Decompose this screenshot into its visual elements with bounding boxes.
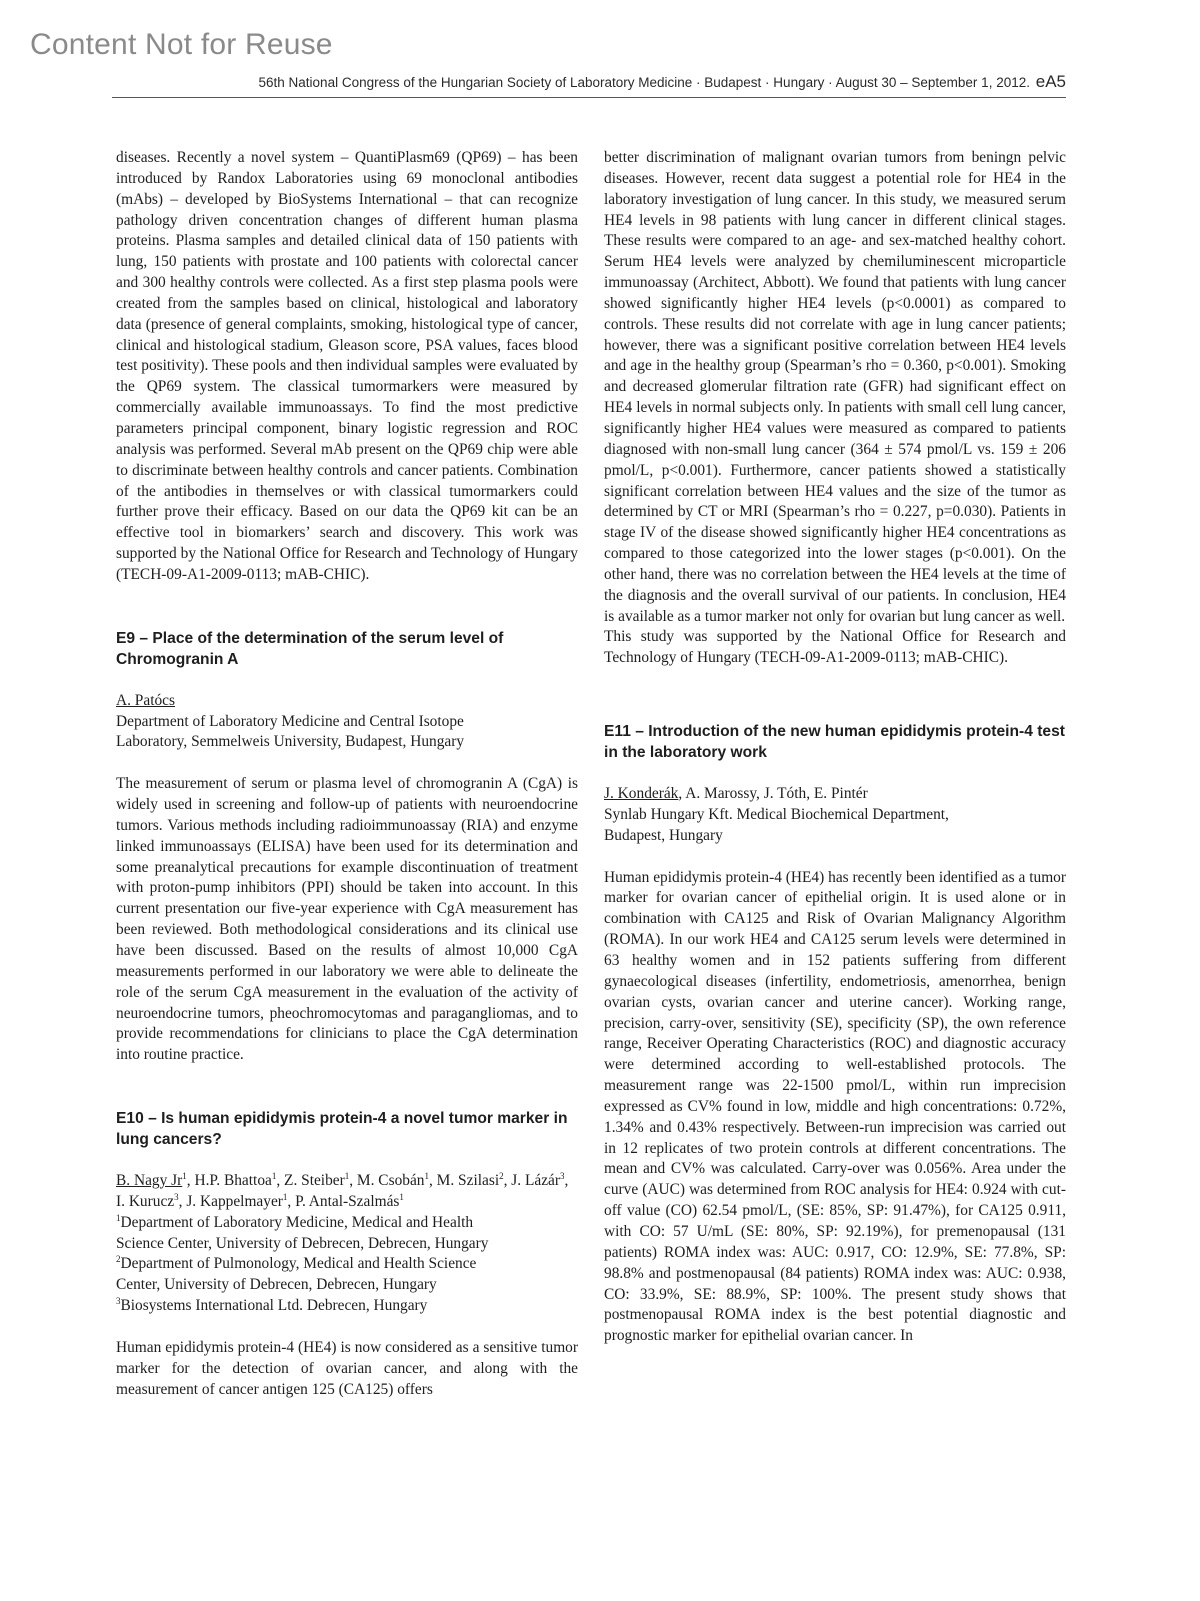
sup: 1 xyxy=(182,1170,187,1181)
sup: 2 xyxy=(116,1254,121,1265)
sup: 1 xyxy=(399,1191,404,1202)
e10-affiliation-1b: Science Center, University of Debrecen, Debrecen, Hungary xyxy=(116,1234,489,1252)
running-header xyxy=(112,72,1066,98)
page-number: eA5 xyxy=(1035,72,1066,91)
e11-affiliation-1: Synlab Hungary Kft. Medical Biochemical Department, xyxy=(604,805,949,823)
affil-text: Department of Pulmonology, Medical and Health Science xyxy=(120,1255,477,1273)
e10-affiliation-1a xyxy=(116,1213,578,1234)
sup: 1 xyxy=(282,1191,288,1202)
author: , M. Csobán xyxy=(349,1172,425,1190)
sup: 1 xyxy=(116,1212,121,1223)
sup: 3 xyxy=(116,1296,121,1306)
e10-title: E10 – Is human epididymis protein-4 a novel tumor marker in lung cancers? xyxy=(116,1110,568,1149)
e9-authors xyxy=(116,691,578,712)
affil-text: Biosystems International Ltd. Debrecen, Hungary xyxy=(120,1297,428,1315)
e11-title: E11 – Introduction of the new human epididymis protein-4 test in the laboratory work xyxy=(604,723,1065,762)
e9-affiliation-1: Department of Laboratory Medicine and Central Isotope xyxy=(116,712,464,730)
author: , Z. Steiber xyxy=(276,1172,345,1190)
sup: 3 xyxy=(560,1170,565,1181)
author: , P. Antal-Szalmás xyxy=(287,1192,400,1210)
e10-affiliation-2b: Center, University of Debrecen, Debrecen, Hungary xyxy=(116,1276,437,1294)
e10-funding: This study was supported by the National Office for Research and Technology of Hungary (TECH-09-A1-2009-0113; mAB-CHIC). xyxy=(604,628,1066,667)
header-text: 56th National Congress of the Hungarian Society of Laboratory Medicine · Budapest · Hungary · August 30 – September 1, 2012. xyxy=(258,75,1030,90)
e10-body-start: Human epididymis protein-4 (HE4) is now considered as a sensitive tumor marker for the detection of ovarian cancer, and along with the measurement of cancer antigen 125 (CA125) offers xyxy=(116,1338,578,1398)
sup: 1 xyxy=(424,1170,429,1181)
e10-authors xyxy=(116,1171,578,1213)
author: , I. Kurucz xyxy=(116,1172,569,1210)
e11-authors xyxy=(604,784,1066,805)
author: , H.P. Bhattoa xyxy=(186,1172,272,1190)
e11-first-author: J. Konderák xyxy=(604,785,679,803)
e11-affiliation-2: Budapest, Hungary xyxy=(604,826,723,844)
e11-body: Human epididymis protein-4 (HE4) has recently been identified as a tumor marker for ovarian cancer of epithelial origin. It is used alone or in combination with CA125 and Risk of Ovarian Malignancy Algorithm (ROMA). In our work HE4 and CA125 serum levels were determined in 63 healthy women and in 152 patients suffering from different gynaecological diseases (infertility, endometriosis, amenorrhea, benign ovarian cysts, ovarian cancer and uterine cancer). Working range, precision, carry-over, sensitivity (SE), specificity (SP), the own reference range, Receiver Operating Characteristics (ROC) and diagnostic accuracy were determined according to well-established protocols. The measurement range was 22-1500 pmol/L, within run imprecision expressed as CV% found in low, middle and high concentrations: 0.72%, 1.34% and 0.43% respectively. Between-run imprecision was carried out in 12 replicates of two protein controls at different concentrations. The mean and CV% was calculated. Carry-over was 0.056%. Area under the curve (AUC) was determined from ROC analysis for HE4: 0.924 with cut-off value (CO) 62.54 pmol/L, (SE: 85%, SP: 91.47%), for CA125 0.911, with CO: 57 U/mL (SE: 80%, SP: 92.19%), for premenopausal (131 patients) ROMA index was: AUC: 0.917, CO: 12.9%, SE: 77.8%, SP: 98.8% and postmenopausal (84 patients) ROMA index was: AUC: 0.938, CO: 33.9%, SE: 88.9%, SP: 100%. The present study shows that postmenopausal ROMA index is the best potential diagnostic and prognostic marker for epithelial ovarian cancer. In xyxy=(604,868,1066,1345)
e10-body-continued: better discrimination of malignant ovarian tumors from beningn pelvic diseases. However, recent data suggest a potential role for HE4 in the laboratory investigation of lung cancer. In this study, we measured serum HE4 levels in 98 patients with lung cancer in different clinical stages. These results were compared to an age- and sex-matched healthy cohort. Serum HE4 levels were analyzed by chemiluminescent microparticle immunoassay (Architect, Abbott). We found that patients with lung cancer showed significantly higher HE4 levels (p<0.0001) as compared to controls. These results did not correlate with age in lung cancer patients; however, there was a significant positive correlation between HE4 levels and age in the healthy group (Spearman’s rho = 0.360, p<0.001). Smoking and decreased glomerular filtration rate (GFR) had significant effect on HE4 levels in normal subjects only. In patients with small cell lung cancer, significantly higher HE4 values were measured as compared to patients diagnosed with non-small lung cancer (364 ± 574 pmol/L vs. 159 ± 206 pmol/L, p<0.001). Furthermore, cancer patients showed a statistically significant correlation between HE4 values and the size of the tumor as determined by CT or MRI (Spearman’s rho = 0.227, p=0.030). Patients in stage IV of the disease showed significantly higher HE4 concentrations as compared to those categorized into the lower stages (p<0.001). On the other hand, there was no correlation between the HE4 levels at the time of the diagnosis and the overall survival of our patients. In conclusion, HE4 is available as a tumor marker not only for ovarian but lung cancer as well. xyxy=(604,149,1066,625)
watermark: Content Not for Reuse xyxy=(30,28,333,61)
sup: 2 xyxy=(499,1170,504,1181)
e9-affiliation-2: Laboratory, Semmelweis University, Budapest, Hungary xyxy=(116,733,465,751)
author: , J. Lázár xyxy=(503,1172,561,1190)
e9-title: E9 – Place of the determination of the serum level of Chromogranin A xyxy=(116,629,504,668)
e9-body: The measurement of serum or plasma level of chromogranin A (CgA) is widely used in screening and follow-up of patients with neuroendocrine tumors. Various methods including radioimmunoassay (RIA) and enzyme linked immunoassays (ELISA) have been used for its determination and some preanalytical precautions for example discontinuation of treatment with proton-pump inhibitors (PPI) should be taken into account. In this current presentation our five-year experience with CgA measurement has been reviewed. Both methodological considerations and its clinical use have been discussed. Based on the results of almost 10,000 CgA measurements performed in our laboratory we were able to delineate the role of the serum CgA measurement in the evaluation of the activity of neuroendocrine tumors, pheochromocytomas and paragangliomas, and to provide recommendations for clinicians to place the CgA determination into routine practice. xyxy=(116,775,578,1064)
sup: 3 xyxy=(174,1191,179,1202)
intro-paragraph: diseases. Recently a novel system – QuantiPlasm69 (QP69) – has been introduced by Randox Laboratories using 69 monoclonal antibodies (mAbs) – developed by BioSystems International – that can recognize pathology driven concentration changes of different human plasma proteins. Plasma samples and detailed clinical data of 150 patients with lung, 150 patients with prostate and 100 patients with colorectal cancer and 300 healthy controls were collected. As a first step plasma pools were created from the samples based on clinical, histological and laboratory data (presence of general complaints, smoking, histological type of cancer, clinical and histological stadium, Gleason score, PSA values, faces blood test positivity). These pools and then individual samples were evaluated by the QP69 system. The classical tumormarkers were measured by commercially available immunoassays. To find the most predictive parameters principal component, binary logistic regression and ROC analysis was performed. Several mAb present on the QP69 chip were able to discriminate between healthy controls and cancer patients. Combination of the antibodies in themselves or with classical tumormarkers could further prove their efficacy. Based on our data the QP69 kit can be an effective tool in biomarkers’ search and discovery. This work was supported by the National Office for Research and Technology of Hungary (TECH-09-A1-2009-0113; mAB-CHIC). xyxy=(116,149,578,583)
e10-first-author: B. Nagy Jr xyxy=(116,1172,183,1190)
author: , M. Szilasi xyxy=(428,1172,500,1190)
e10-affiliation-2a xyxy=(116,1254,578,1275)
sup: 1 xyxy=(344,1170,350,1181)
left-column xyxy=(116,148,578,1401)
right-column xyxy=(604,148,1066,1347)
sup: 1 xyxy=(271,1170,277,1181)
affil-text: Department of Laboratory Medicine, Medical and Health xyxy=(120,1213,474,1231)
author: , J. Kappelmayer xyxy=(178,1192,283,1210)
e9-author: A. Patócs xyxy=(116,691,175,709)
author: , A. Marossy, J. Tóth, E. Pintér xyxy=(678,785,868,803)
e10-affiliation-3 xyxy=(116,1296,578,1317)
